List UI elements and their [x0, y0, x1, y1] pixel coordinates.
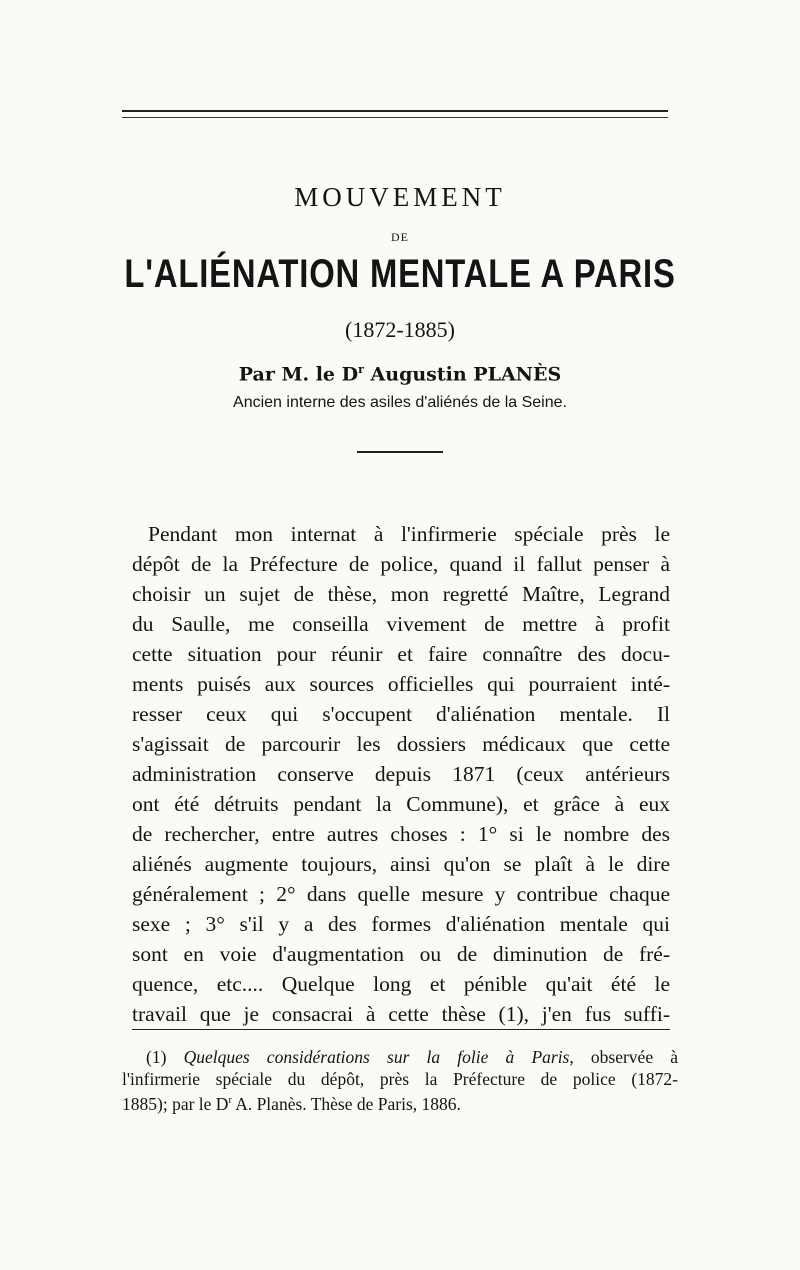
body-line: sont en voie d'augmentation ou de diminution de fré- [132, 942, 670, 966]
title-dates: (1872-1885) [345, 317, 455, 342]
footnote-line [122, 1090, 678, 1112]
author-affiliation: Ancien interne des asiles d'aliénés de la Seine. [233, 394, 567, 411]
footnote-rest: , observée à [569, 1047, 679, 1067]
footnote-rule [132, 1029, 670, 1030]
body-line: ments puisés aux sources officielles qui pourraient inté- [132, 672, 670, 696]
author-line [0, 363, 800, 385]
author-sup: r [358, 363, 364, 376]
title-alienation: L'ALIÉNATION MENTALE A PARIS [124, 252, 676, 296]
body-line: de rechercher, entre autres choses : 1° si le nombre des [132, 822, 670, 846]
top-double-rule-lower [122, 117, 668, 118]
footnote-line3-prefix: 1885); par le D [122, 1093, 229, 1114]
author-prefix: Par M. le D [238, 363, 359, 386]
body-line: resser ceux qui s'occupent d'aliénation mentale. Il [132, 702, 670, 726]
footnote-line: l'infirmerie spéciale du dépôt, près la Préfecture de police (1872- [122, 1069, 678, 1089]
footnote-line [122, 1046, 678, 1068]
footnote [122, 1046, 678, 1112]
body-line: travail que je consacrai à cette thèse (1), j'en fus suffi- [132, 1002, 670, 1026]
body-line: administration conserve depuis 1871 (ceux antérieurs [132, 762, 670, 786]
body-line: ont été détruits pendant la Commune), et grâce à eux [132, 792, 670, 816]
top-double-rule-upper [122, 110, 668, 112]
body-line: cette situation pour réunir et faire connaître des docu- [132, 642, 670, 666]
body-paragraph [132, 519, 670, 1029]
body-line: généralement ; 2° dans quelle mesure y contribue chaque [132, 882, 670, 906]
title-mouvement: MOUVEMENT [294, 182, 506, 212]
body-line: choisir un sujet de thèse, mon regretté Maître, Legrand [132, 582, 670, 606]
body-line: s'agissait de parcourir les dossiers médicaux que cette [132, 732, 670, 756]
body-line: aliénés augmente toujours, ainsi qu'on se plaît à le dire [132, 852, 670, 876]
body-line: Pendant mon internat à l'infirmerie spéciale près le [148, 522, 670, 546]
author-name: Augustin PLANÈS [363, 363, 562, 386]
body-line: dépôt de la Préfecture de police, quand il fallut penser à [132, 552, 670, 576]
body-line: sexe ; 3° s'il y a des formes d'aliénation mentale qui [132, 912, 670, 936]
footnote-marker: (1) [146, 1047, 184, 1067]
footnote-line3-rest: A. Planès. Thèse de Paris, 1886. [231, 1093, 461, 1114]
body-line: quence, etc.... Quelque long et pénible qu'ait été le [132, 972, 670, 996]
section-divider [357, 451, 443, 453]
title-de: DE [391, 230, 409, 244]
footnote-italic-title: Quelques considérations sur la folie à Paris [183, 1047, 570, 1067]
body-line: du Saulle, me conseilla vivement de mettre à profit [132, 612, 670, 636]
footnote-sup: r [228, 1095, 232, 1106]
